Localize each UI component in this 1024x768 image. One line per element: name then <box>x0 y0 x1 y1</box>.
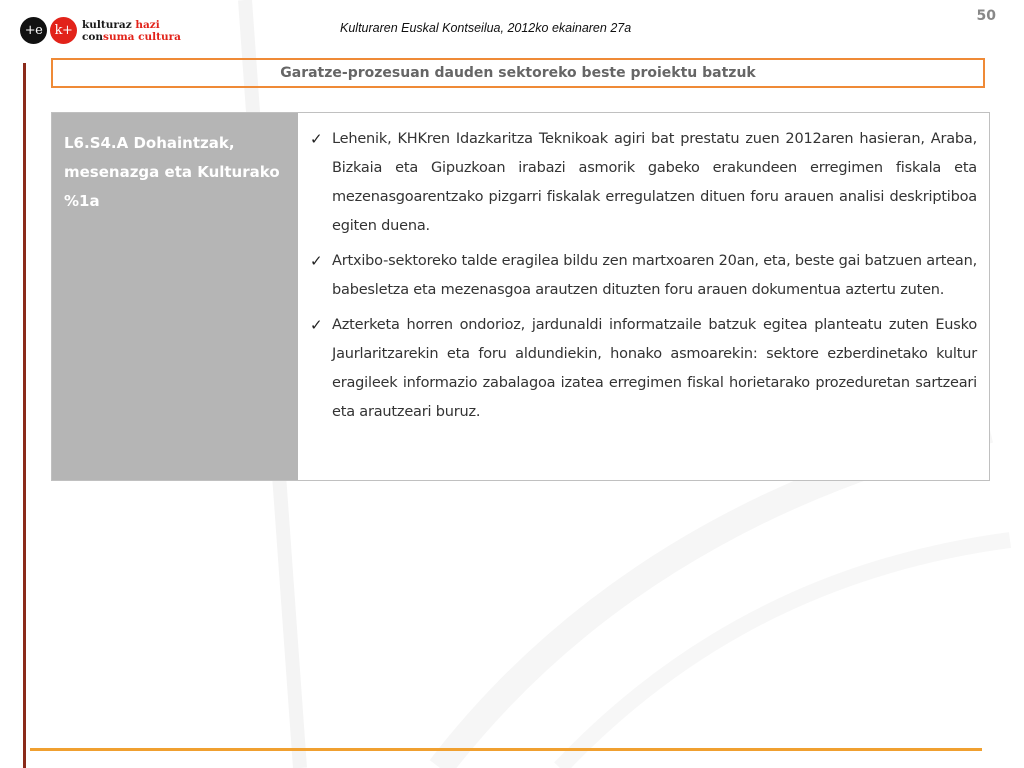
project-heading: L6.S4.A Dohaintzak, mesenazga eta Kulturako %1a <box>64 134 280 210</box>
header-caption: Kulturaren Euskal Kontseilua, 2012ko ekainaren 27a <box>340 21 632 35</box>
logo-wordmark <box>82 19 181 43</box>
list-item-text: Azterketa horren ondorioz, jardunaldi informatzaile batzuk egitea planteatu zuten Eusko Jaurlaritzarekin eta foru aldundiekin, honako asmoarekin: sektore ezberdinetako kultur eragileek informazio zabalagoa izatea erregimen fiskal horietarako prozeduretan sartzeari eta arautzeari buruz. <box>332 317 977 420</box>
page-number: 50 <box>976 8 996 24</box>
checkmark-icon: ✓ <box>310 316 323 334</box>
left-accent-bar <box>23 63 26 768</box>
table-right-cell <box>298 113 989 480</box>
logo-word-con: con <box>82 30 104 43</box>
logo-circle-e: +e <box>20 17 47 44</box>
kulturaz-logo <box>20 17 181 44</box>
list-item <box>310 311 977 427</box>
footer-rule <box>30 748 982 751</box>
section-title: Garatze-prozesuan dauden sektoreko beste proiektu batzuk <box>51 58 985 88</box>
checkmark-icon: ✓ <box>310 252 323 270</box>
logo-circle-k: k+ <box>50 17 77 44</box>
list-item-text: Artxibo-sektoreko talde eragilea bildu zen martxoaren 20an, eta, beste gai batzuen artean, babesletza eta mezenasgoa arautzen dituzten foru arauen dokumentua aztertu zuten. <box>332 253 977 298</box>
logo-word-kulturaz: kulturaz <box>82 18 136 31</box>
logo-word-hazi: hazi <box>135 18 160 31</box>
list-item <box>310 247 977 305</box>
list-item-text: Lehenik, KHKren Idazkaritza Teknikoak agiri bat prestatu zuen 2012aren hasieran, Araba, Bizkaia eta Gipuzkoan irabazi asmorik gabeko erakundeen erregimen fiskala eta mezenasgoarentzako pizgarri fiskalak erregulatzen dituen foru arauen analisi deskriptiboa egiten duena. <box>332 131 977 234</box>
list-item <box>310 125 977 241</box>
content-table <box>51 112 990 481</box>
checkmark-icon: ✓ <box>310 130 323 148</box>
table-left-cell <box>52 113 298 480</box>
logo-word-suma-cultura: suma cultura <box>103 30 181 43</box>
